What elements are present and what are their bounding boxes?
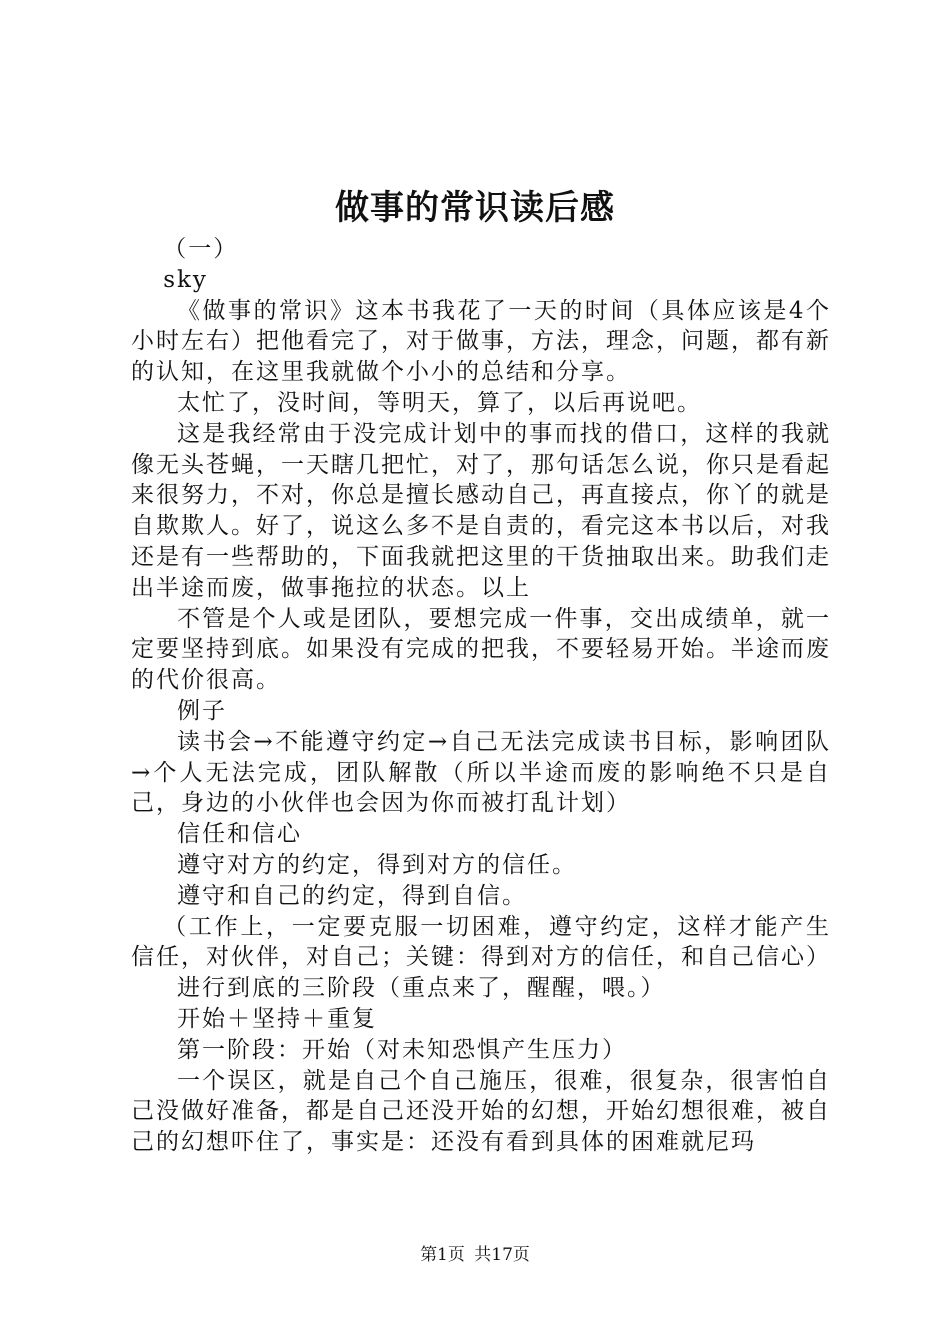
- paragraph: 进行到底的三阶段（重点来了，醒醒，喂。）: [177, 975, 666, 1002]
- document-body: [131, 234, 831, 1158]
- paragraph: 例子: [177, 697, 227, 724]
- paragraph: 这是我经常由于没完成计划中的事而找的借口，这样的我就像无头苍蝇，一天瞎几把忙，对了，那句话怎么说，你只是看起来很努力，不对，你总是擅长感动自己，再直接点，你丫的就是自欺欺人。好了，说这么多不是自责的，看完这本书以后，对我还是有一些帮助的，下面我就把这里的干货抽取出来。助我们走出半途而废，做事拖拉的状态。以上: [131, 420, 831, 601]
- paragraph: 第一阶段：开始（对未知恐惧产生压力）: [177, 1036, 627, 1063]
- paragraph: 不管是个人或是团队，要想完成一件事，交出成绩单，就一定要坚持到底。如果没有完成的把我，不要轻易开始。半途而废的代价很高。: [131, 605, 831, 694]
- page-number: 第1页: [420, 1245, 465, 1265]
- paragraph: 一个误区，就是自己个自己施压，很难，很复杂，很害怕自己没做好准备，都是自己还没开始的幻想，开始幻想很难，被自己的幻想吓住了，事实是：还没有看到具体的困难就尼玛: [131, 1067, 831, 1156]
- paragraph-section-number: （一）: [163, 236, 239, 262]
- paragraph: 信任和信心: [177, 821, 302, 848]
- paragraph: 遵守和自己的约定，得到自信。: [177, 882, 527, 909]
- paragraph: 《做事的常识》这本书我花了一天的时间（具体应该是4个小时左右）把他看完了，对于做事，方法，理念，问题，都有新的认知，在这里我就做个小小的总结和分享。: [131, 297, 831, 386]
- paragraph: 开始＋坚持＋重复: [177, 1005, 377, 1032]
- paragraph: 遵守对方的约定，得到对方的信任。: [177, 851, 577, 878]
- paragraph-author: sky: [163, 266, 208, 293]
- paragraph: 读书会→不能遵守约定→自己无法完成读书目标，影响团队→个人无法完成，团队解散（所以半途而废的影响绝不只是自己，身边的小伙伴也会因为你而被打乱计划）: [131, 728, 831, 817]
- page-footer: [0, 1243, 950, 1267]
- paragraph: （工作上，一定要克服一切困难，遵守约定，这样才能产生信任，对伙伴，对自己；关键：得到对方的信任，和自己信心）: [131, 913, 831, 971]
- page-total: 共17页: [474, 1245, 530, 1265]
- paragraph: 太忙了，没时间，等明天，算了，以后再说吧。: [177, 389, 702, 416]
- document-title: 做事的常识读后感: [335, 188, 615, 228]
